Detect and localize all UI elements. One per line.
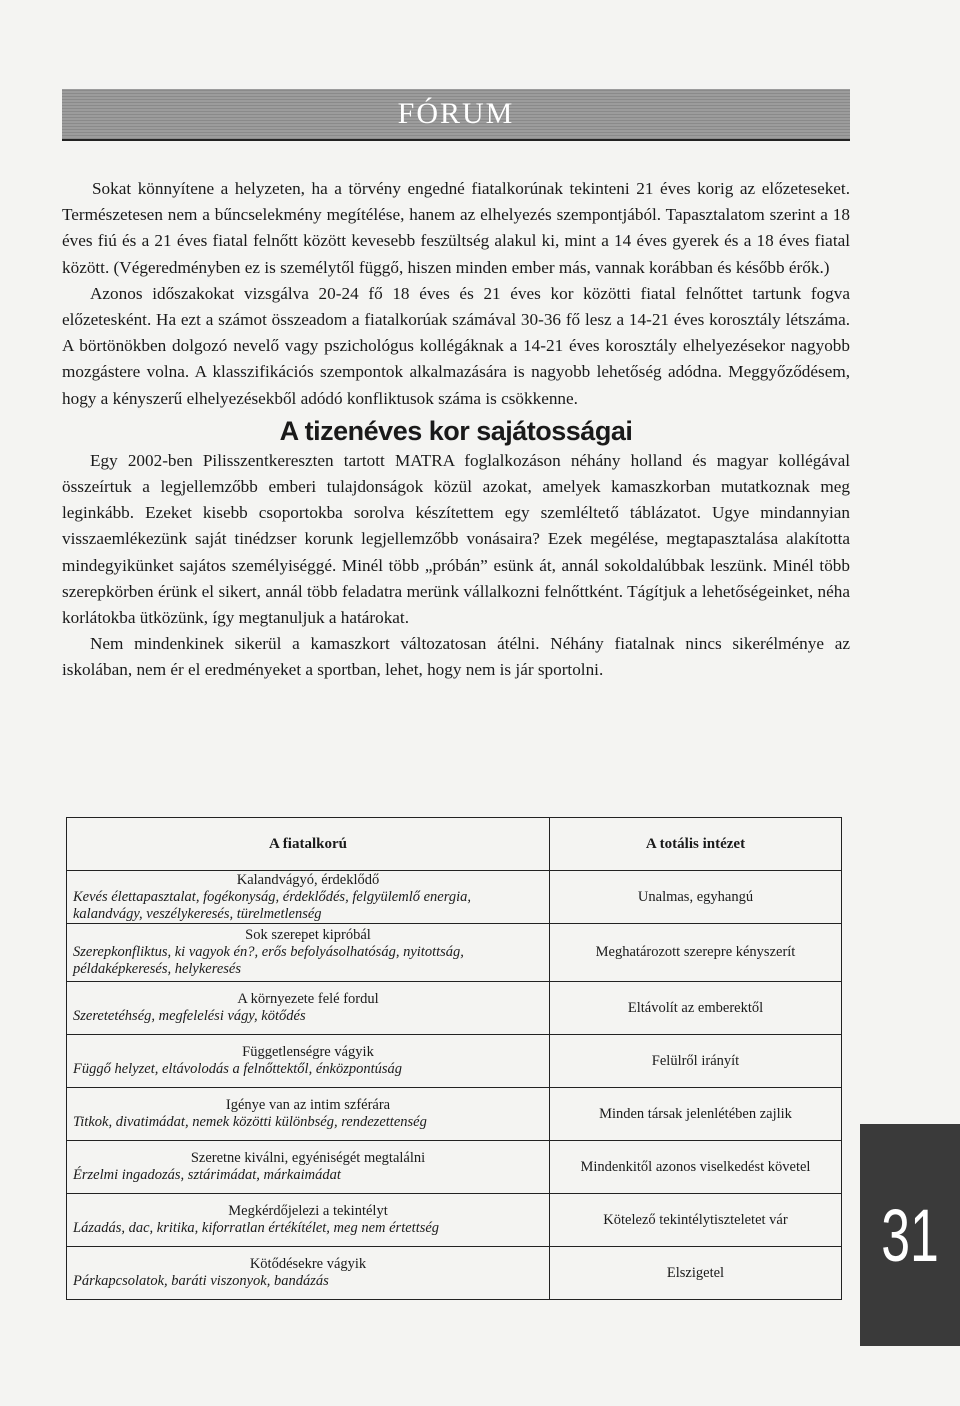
institution-cell: Meghatározott szerepre kényszerít — [550, 924, 842, 982]
table-row — [67, 1141, 842, 1194]
youth-cell — [67, 1035, 550, 1088]
article-body — [62, 176, 850, 684]
header-title: FÓRUM — [397, 97, 515, 130]
page-number: 31 — [860, 1124, 960, 1346]
institution-cell: Mindenkitől azonos viselkedést követel — [550, 1141, 842, 1194]
institution-cell: Felülről irányít — [550, 1035, 842, 1088]
table-row — [67, 924, 842, 982]
trait-description: Párkapcsolatok, baráti viszonyok, bandázás — [73, 1273, 329, 1289]
institution-cell: Eltávolít az emberektől — [550, 982, 842, 1035]
trait-description: Szerepkonfliktus, ki vagyok én?, erős befolyásolhatóság, nyitottság, példaképkeresés, helykeresés — [73, 944, 464, 977]
table-row — [67, 871, 842, 924]
column-header-youth: A fiatalkorú — [67, 818, 550, 871]
trait-description: Függő helyzet, eltávolodás a felnőttektől, énközpontúság — [73, 1061, 403, 1077]
section-title: A tizenéves kor sajátosságai — [279, 415, 633, 446]
trait-heading: Függetlenségre vágyik — [242, 1044, 374, 1060]
youth-cell — [67, 982, 550, 1035]
trait-heading: A környezete felé fordul — [237, 991, 379, 1007]
paragraph: Egy 2002-ben Pilisszentkereszten tartott MATRA foglalkozáson néhány holland és magyar kollégával összeírtuk a legjellemzőbb emberi tulajdonságok közül azokat, amelyek kamaszkorban mutatkoznak meg leginkább. Ezeket kisebb csoportokba sorolva készítettem egy szemléltető táblázatot. Ugye mindannyian visszaemlékezünk saját tinédzser korunk legjellemzőbb vonásaira? Ezek megélése, megtapasztalása alakította mindegyikünket sajátos személyiséggé. Minél több „próbán” esünk át, annál sokoldalúbbak leszünk. Minél több szerepkörben érünk el sikert, annál több feladatra merünk vállalkozni felnőttként. Tágítjuk a lehetőségeinket, néha korlátokba ütközünk, így megtanuljuk a határokat. — [62, 450, 850, 628]
table-row — [67, 982, 842, 1035]
youth-cell — [67, 1141, 550, 1194]
trait-description: Lázadás, dac, kritika, kiforratlan értékítélet, meg nem értettség — [73, 1220, 440, 1236]
youth-cell — [67, 1194, 550, 1247]
institution-cell: Elszigetel — [550, 1247, 842, 1300]
institution-cell: Unalmas, egyhangú — [550, 871, 842, 924]
table-row — [67, 1247, 842, 1300]
institution-cell: Minden társak jelenlétében zajlik — [550, 1088, 842, 1141]
youth-cell — [67, 1247, 550, 1300]
trait-heading: Megkérdőjelezi a tekintélyt — [228, 1203, 388, 1219]
trait-description: Érzelmi ingadozás, sztárimádat, márkaimádat — [73, 1167, 341, 1183]
institution-cell: Kötelező tekintélytiszteletet vár — [550, 1194, 842, 1247]
paragraph: Sokat könnyítene a helyzeten, ha a törvény engedné fiatalkorúnak tekinteni 21 éves korig az előzeteseket. Természetesen nem a bűncselekmény megítélése, hanem az elhelyezés szempontjából. Tapasztalatom szerint a 18 éves fiú és a 21 éves fiatal felnőtt között kevesebb feszültség alakul ki, mint a 14 éves gyerek és a 18 éves fiatal között. (Végeredményben ez is személytől függő, hiszen minden ember más, vannak korábban és később érők.) — [62, 179, 850, 277]
header-banner — [62, 89, 850, 141]
table-row — [67, 1194, 842, 1247]
table-row — [67, 1035, 842, 1088]
trait-heading: Szeretne kiválni, egyéniségét megtalálni — [190, 1150, 426, 1166]
trait-description: Szeretetéhség, megfelelési vágy, kötődés — [73, 1008, 306, 1024]
youth-cell — [67, 924, 550, 982]
trait-heading: Kalandvágyó, érdeklődő — [236, 871, 380, 888]
paragraph: Azonos időszakokat vizsgálva 20-24 fő 18 éves és 21 éves kor közötti fiatal felnőttet tartunk fogva előzetesként. Ha ezt a számot összeadom a fiatalkorúak számával 30-36 fő lesz a 14-21 éves korosztály létszáma. A börtönökben dolgozó nevelő vagy pszichológus kollégáknak a 14-21 éves korosztály elhelyezésekor nagyobb mozgástere volna. A klasszifikációs szempontok alkalmazására is nagyobb lehetőség adódna. Meggyőződésem, hogy a kényszerű elhelyezésekből adódó konfliktusok száma is csökkenne. — [62, 283, 850, 408]
trait-heading: Kötődésekre vágyik — [249, 1256, 367, 1272]
paragraph: Nem mindenkinek sikerül a kamaszkort változatosan átélni. Néhány fiatalnak nincs sikerélménye az iskolában, nem ér el eredményeket a sportban, lehet, hogy nem is jár sportolni. — [62, 634, 850, 680]
youth-cell — [67, 1088, 550, 1141]
column-header-institution: A totális intézet — [550, 818, 842, 871]
youth-cell — [67, 871, 550, 924]
table-header-row — [67, 818, 842, 871]
comparison-table — [66, 817, 842, 1300]
trait-description: Kevés élettapasztalat, fogékonyság, érdeklődés, felgyülemlő energia, kalandvágy, veszélykeresés, türelmetlenség — [73, 888, 471, 922]
trait-description: Titkok, divatimádat, nemek közötti különbség, rendezettenség — [73, 1114, 427, 1130]
trait-heading: Igénye van az intim szférára — [225, 1097, 391, 1113]
trait-heading: Sok szerepet kipróbál — [245, 927, 371, 943]
table-row — [67, 1088, 842, 1141]
